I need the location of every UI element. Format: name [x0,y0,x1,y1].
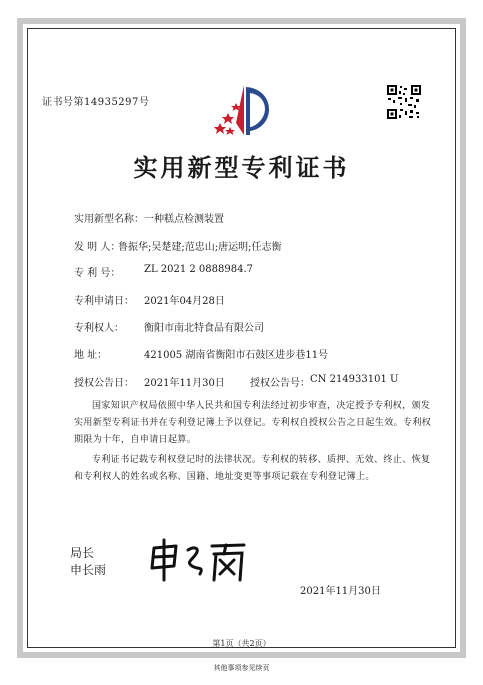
certificate-title: 实用新型专利证书 [133,153,350,182]
field-value: 衡阳市南北特食品有限公司 [144,323,264,334]
field-label: 专利权人： [74,323,124,334]
cnipa-emblem-icon [206,83,278,141]
field-label: 授权公告号： [250,378,310,389]
field-label: 地 址： [74,350,108,361]
director-title: 局长 [70,546,95,560]
qr-code-icon [386,84,422,120]
field-value: ZL 2021 2 0888984.7 [144,264,254,275]
field-value: 2021年04月28日 [144,296,225,307]
statement-paragraph-1: 国家知识产权局依照中华人民共和国专利法经过初步审查，决定授予专利权，颁发实用新型专利证书并在专利登记簿上予以登记。专利权自授权公告之日起生效。专利权期限为十年，自申请日起算。 [74,401,432,445]
field-value: CN 214933101 U [310,374,399,385]
director-name: 申长雨 [70,563,107,577]
field-label: 专 利 号： [74,268,121,279]
field-label: 实用新型名称： [74,214,144,225]
field-value: 鲁振华;吴楚建;范忠山;唐运明;任志衡 [118,242,282,253]
field-label: 发 明 人： [74,242,121,253]
field-label: 专利申请日： [74,296,134,307]
footer-note: 其他事项参见续页 [213,664,270,672]
field-value: 2021年11月30日 [144,378,225,389]
signature-icon [148,536,248,586]
issue-date: 2021年11月30日 [300,586,381,597]
statement-paragraph-2: 专利证书记载专利权登记时的法律状况。专利权的转移、质押、无效、终止、恢复和专利权人的姓名或名称、国籍、地址变更等事项记载在专利登记簿上。 [74,455,431,482]
field-value: 一种糕点检测装置 [144,214,224,225]
field-label: 授权公告日： [74,378,134,389]
page-number: 第1页（共2页） [212,639,271,648]
certificate-number: 证书号第14935297号 [42,97,150,108]
field-value: 421005 湖南省衡阳市石鼓区进步巷11号 [144,350,329,361]
